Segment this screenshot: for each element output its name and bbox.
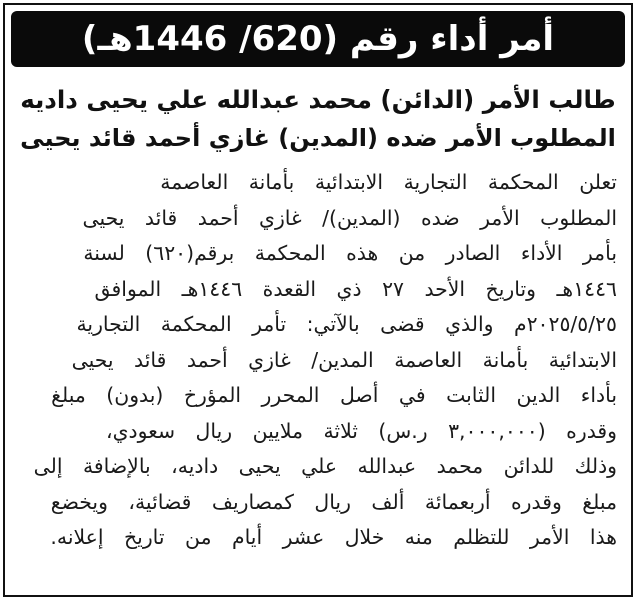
body-line-1: تعلن المحكمة التجارية الابتدائية بأمانة العاصمة	[160, 170, 617, 194]
body-line-2: المطلوب الأمر ضده (المدين)/ غازي أحمد قائد يحيى	[82, 205, 617, 230]
notice-body	[21, 165, 617, 556]
body-line-10: مبلغ وقدره أربعمائة ألف ريال كمصاريف قضائية، ويخضع	[50, 489, 617, 514]
body-line-3: بأمر الأداء الصادر من هذه المحكمة برقم(٦٢٠) لسنة	[83, 241, 617, 265]
body-line-8: وقدره (٣,٠٠٠,٠٠٠ ر.س) ثلاثة ملايين ريال سعودي،	[105, 418, 617, 443]
parties-block	[19, 81, 617, 157]
creditor-line: طالب الأمر (الدائن) محمد عبدالله علي يحيى داديه	[20, 85, 616, 114]
body-line-7: بأداء الدين الثابت في أصل المحرر المؤرخ (بدون) مبلغ	[51, 383, 617, 407]
debtor-line: المطلوب الأمر ضده (المدين) غازي أحمد قائد يحيى	[20, 124, 616, 152]
body-line-4: ١٤٤٦هـ وتاريخ الأحد ٢٧ ذي القعدة ١٤٤٦هـ الموافق	[94, 276, 617, 301]
body-line-9: وذلك للدائن محمد عبدالله علي يحيى داديه، بالإضافة إلى	[33, 454, 617, 478]
title-bar	[11, 11, 625, 67]
legal-notice	[3, 3, 633, 597]
notice-title: أمر أداء رقم (620/ 1446هـ)	[81, 19, 555, 59]
body-line-6: الابتدائية بأمانة العاصمة المدين/ غازي أحمد قائد يحيى	[71, 347, 617, 372]
body-line-11: هذا الأمر للتظلم منه خلال عشر أيام من تاريخ إعلانه.	[50, 525, 617, 549]
body-line-5: ٢٠٢٥/٥/٢٥م والذي قضى بالآتي: تأمر المحكمة التجارية	[76, 312, 617, 336]
